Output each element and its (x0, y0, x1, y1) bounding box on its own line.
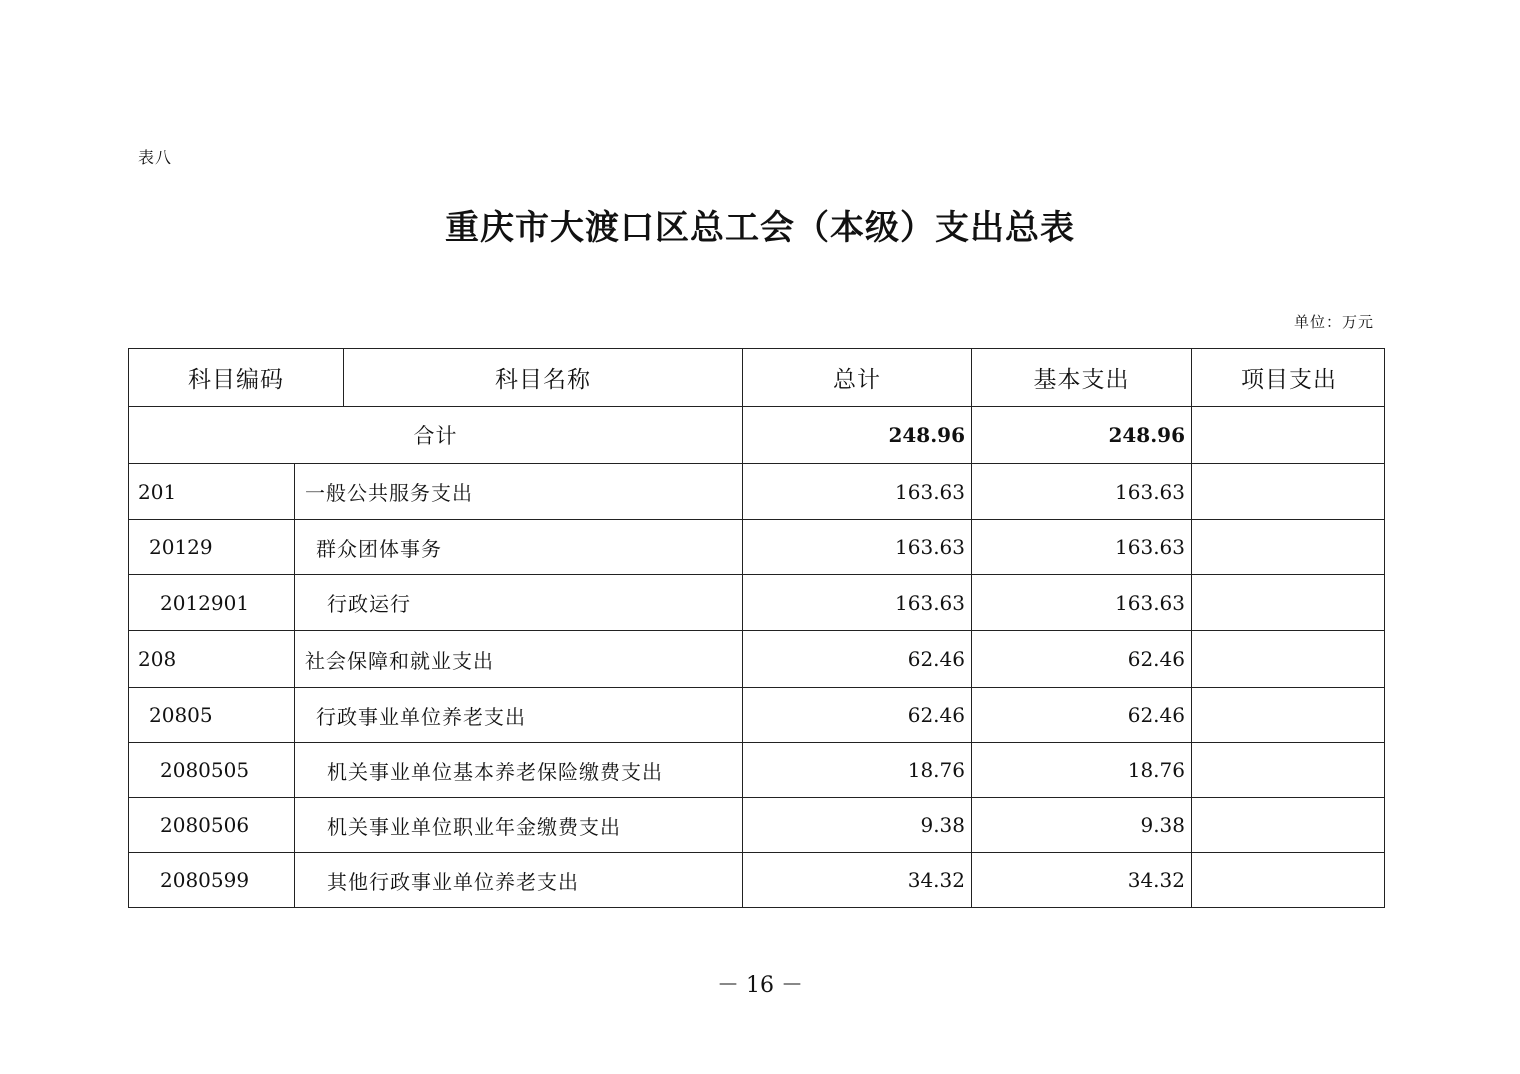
row-basic: 163.63 (972, 520, 1192, 574)
row-code: 201 (129, 464, 295, 519)
summary-basic: 248.96 (972, 407, 1192, 463)
row-code: 2012901 (129, 575, 295, 630)
page-number: － 16 － (717, 973, 803, 998)
row-total: 18.76 (743, 743, 972, 797)
row-code: 208 (129, 631, 295, 687)
row-project (1192, 743, 1386, 797)
header-code: 科目编码 (129, 349, 344, 406)
table-row (129, 464, 1384, 520)
row-basic: 163.63 (972, 464, 1192, 519)
row-total: 9.38 (743, 798, 972, 852)
row-basic: 163.63 (972, 575, 1192, 630)
table-row (129, 520, 1384, 575)
row-basic: 9.38 (972, 798, 1192, 852)
row-name: 机关事业单位基本养老保险缴费支出 (295, 743, 743, 797)
row-total: 62.46 (743, 631, 972, 687)
header-name: 科目名称 (344, 349, 743, 406)
row-code: 20805 (129, 688, 295, 742)
row-name: 行政事业单位养老支出 (295, 688, 743, 742)
row-name: 行政运行 (295, 575, 743, 630)
row-basic: 62.46 (972, 631, 1192, 687)
expenditure-table (128, 348, 1385, 908)
table-row (129, 575, 1384, 631)
row-name: 社会保障和就业支出 (295, 631, 743, 687)
row-project (1192, 520, 1386, 574)
header-project: 项目支出 (1241, 367, 1337, 393)
header-basic: 基本支出 (972, 349, 1192, 406)
header-total: 总计 (743, 349, 972, 406)
row-total: 34.32 (743, 853, 972, 907)
unit-label: 单位：万元 (1293, 313, 1374, 331)
row-code: 20129 (129, 520, 295, 574)
row-project (1192, 853, 1386, 907)
summary-label: 合计 (129, 407, 743, 463)
table-row (129, 798, 1384, 853)
summary-total: 248.96 (743, 407, 972, 463)
table-row (129, 631, 1384, 688)
row-project (1192, 798, 1386, 852)
row-total: 163.63 (743, 575, 972, 630)
row-project (1192, 688, 1386, 742)
row-project (1192, 631, 1386, 687)
table-label: 表八 (138, 148, 173, 167)
row-total: 163.63 (743, 520, 972, 574)
row-basic: 62.46 (972, 688, 1192, 742)
summary-project (1192, 407, 1386, 463)
row-project (1192, 464, 1386, 519)
page-title: 重庆市大渡口区总工会（本级）支出总表 (445, 208, 1075, 248)
row-total: 62.46 (743, 688, 972, 742)
row-code: 2080599 (129, 853, 295, 907)
row-name: 机关事业单位职业年金缴费支出 (295, 798, 743, 852)
row-project (1192, 575, 1386, 630)
table-row (129, 688, 1384, 743)
row-name: 群众团体事务 (295, 520, 743, 574)
row-code: 2080505 (129, 743, 295, 797)
row-name: 其他行政事业单位养老支出 (295, 853, 743, 907)
table-header-row (129, 349, 1384, 407)
row-code: 2080506 (129, 798, 295, 852)
summary-row (129, 407, 1384, 464)
row-basic: 18.76 (972, 743, 1192, 797)
row-basic: 34.32 (972, 853, 1192, 907)
row-name: 一般公共服务支出 (295, 464, 743, 519)
table-row (129, 853, 1384, 907)
table-row (129, 743, 1384, 798)
row-total: 163.63 (743, 464, 972, 519)
